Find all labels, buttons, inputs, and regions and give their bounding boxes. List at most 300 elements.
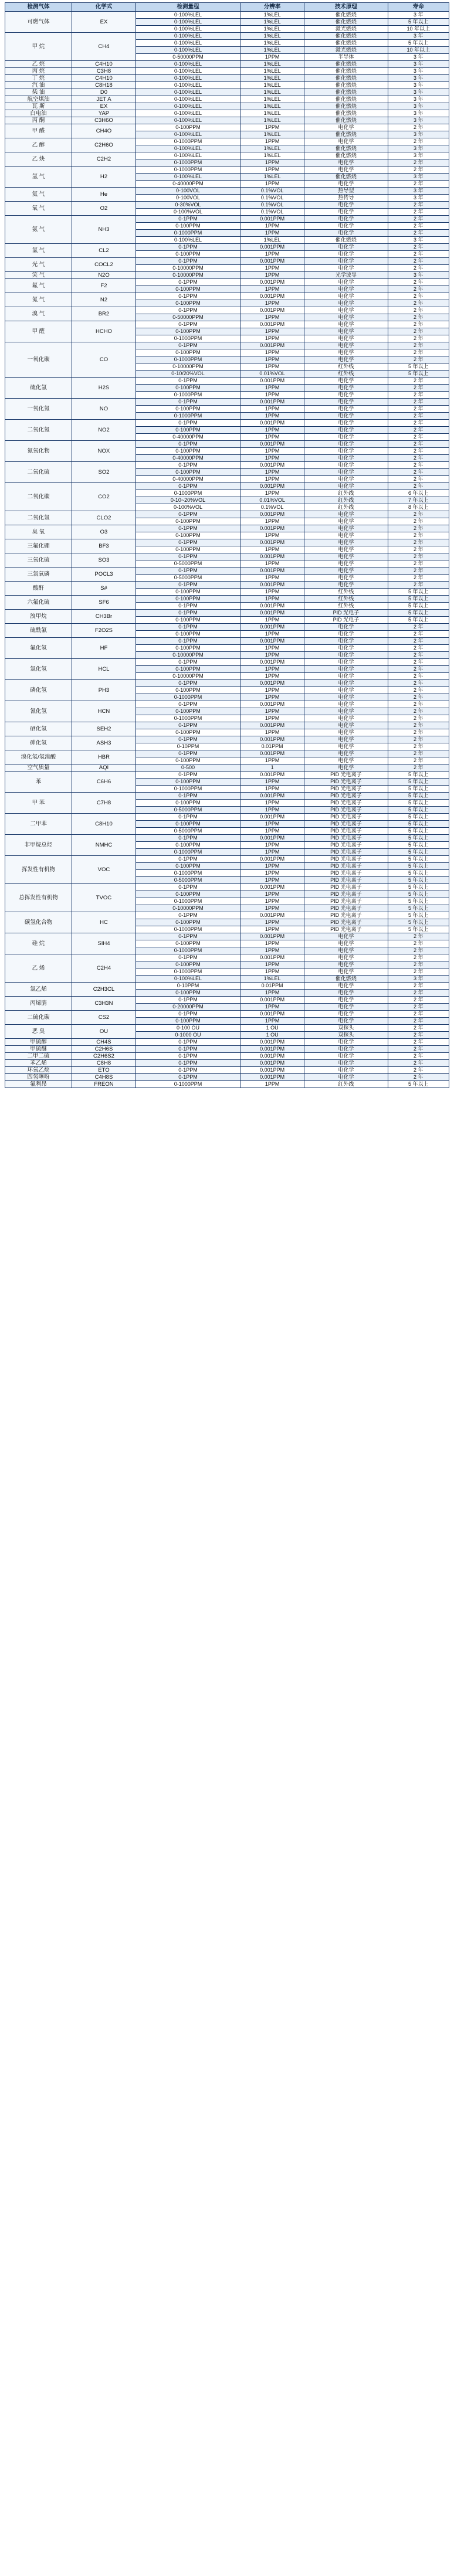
technology-cell: 电化学 bbox=[304, 159, 388, 166]
range-cell: 0-10000PPM bbox=[136, 905, 240, 912]
table-row bbox=[5, 856, 449, 863]
lifetime-cell: 3 年 bbox=[388, 152, 449, 159]
lifetime-cell: 3 年 bbox=[388, 96, 449, 103]
table-row bbox=[5, 596, 449, 603]
formula-cell: CO2 bbox=[72, 483, 135, 511]
lifetime-cell: 5 年以上 bbox=[388, 786, 449, 793]
technology-cell: 电化学 bbox=[304, 624, 388, 631]
lifetime-cell: 2 年 bbox=[388, 378, 449, 385]
col-lifetime: 寿命 bbox=[388, 3, 449, 12]
resolution-cell: 1PPM bbox=[240, 251, 304, 258]
col-range: 检测量程 bbox=[136, 3, 240, 12]
range-cell: 0-5000PPM bbox=[136, 807, 240, 814]
formula-cell: C2H3CL bbox=[72, 983, 135, 997]
lifetime-cell: 2 年 bbox=[388, 335, 449, 342]
technology-cell: 催化燃烧 bbox=[304, 131, 388, 138]
lifetime-cell: 2 年 bbox=[388, 624, 449, 631]
range-cell: 0-1000PPM bbox=[136, 898, 240, 905]
technology-cell: 电化学 bbox=[304, 652, 388, 659]
table-row bbox=[5, 1039, 449, 1046]
lifetime-cell: 2 年 bbox=[388, 638, 449, 645]
resolution-cell: 1PPM bbox=[240, 385, 304, 392]
gas-name-cell: 二硫化碳 bbox=[5, 1011, 72, 1025]
lifetime-cell: 2 年 bbox=[388, 729, 449, 736]
formula-cell: BF3 bbox=[72, 539, 135, 553]
range-cell: 0-5000PPM bbox=[136, 560, 240, 567]
col-resolution: 分辨率 bbox=[240, 3, 304, 12]
lifetime-cell: 3 年 bbox=[388, 237, 449, 244]
resolution-cell: 1PPM bbox=[240, 589, 304, 596]
technology-cell: 电化学 bbox=[304, 560, 388, 567]
technology-cell: PID 光电离子 bbox=[304, 835, 388, 842]
table-row bbox=[5, 680, 449, 687]
gas-name-cell: 氢 气 bbox=[5, 166, 72, 188]
range-cell: 0-10/20%VOL bbox=[136, 371, 240, 378]
range-cell: 0-1000PPM bbox=[136, 413, 240, 420]
range-cell: 0-1PPM bbox=[136, 638, 240, 645]
technology-cell: 电化学 bbox=[304, 722, 388, 729]
table-row bbox=[5, 525, 449, 532]
resolution-cell: 1PPM bbox=[240, 870, 304, 877]
lifetime-cell: 5 年以上 bbox=[388, 870, 449, 877]
resolution-cell: 0.1%VOL bbox=[240, 504, 304, 511]
table-row bbox=[5, 983, 449, 990]
range-cell: 0-1PPM bbox=[136, 342, 240, 349]
lifetime-cell: 8 年以上 bbox=[388, 504, 449, 511]
resolution-cell: 1PPM bbox=[240, 898, 304, 905]
technology-cell: 电化学 bbox=[304, 983, 388, 990]
range-cell: 0-40000PPM bbox=[136, 181, 240, 188]
resolution-cell: 0.001PPM bbox=[240, 954, 304, 961]
lifetime-cell: 5 年以上 bbox=[388, 821, 449, 828]
technology-cell: 电化学 bbox=[304, 631, 388, 638]
technology-cell: 热传导 bbox=[304, 195, 388, 202]
table-row bbox=[5, 814, 449, 821]
table-row bbox=[5, 399, 449, 406]
gas-name-cell: 二甲二硫 bbox=[5, 1053, 72, 1060]
resolution-cell: 0.1%VOL bbox=[240, 209, 304, 216]
lifetime-cell: 2 年 bbox=[388, 645, 449, 652]
resolution-cell: 0.001PPM bbox=[240, 378, 304, 385]
range-cell: 0-5000PPM bbox=[136, 575, 240, 582]
technology-cell: 电化学 bbox=[304, 392, 388, 399]
technology-cell: 催化燃烧 bbox=[304, 976, 388, 983]
resolution-cell: 1PPM bbox=[240, 877, 304, 884]
formula-cell: O2 bbox=[72, 202, 135, 216]
lifetime-cell: 3 年 bbox=[388, 89, 449, 96]
formula-cell: NOX bbox=[72, 441, 135, 462]
technology-cell: 红外线 bbox=[304, 497, 388, 504]
technology-cell: 电化学 bbox=[304, 265, 388, 272]
resolution-cell: 0.001PPM bbox=[240, 279, 304, 286]
gas-name-cell: 可燃气体 bbox=[5, 12, 72, 33]
technology-cell: 电化学 bbox=[304, 335, 388, 342]
technology-cell: 电化学 bbox=[304, 947, 388, 954]
range-cell: 0-100PPM bbox=[136, 406, 240, 413]
resolution-cell: 0.001PPM bbox=[240, 884, 304, 891]
range-cell: 0-1PPM bbox=[136, 420, 240, 427]
technology-cell: 电化学 bbox=[304, 476, 388, 483]
technology-cell: 电化学 bbox=[304, 434, 388, 441]
technology-cell: 电化学 bbox=[304, 638, 388, 645]
table-row bbox=[5, 1067, 449, 1074]
range-cell: 0-1PPM bbox=[136, 1011, 240, 1018]
technology-cell: 电化学 bbox=[304, 666, 388, 673]
range-cell: 0-100%LEL bbox=[136, 110, 240, 117]
gas-name-cell: 二甲苯 bbox=[5, 814, 72, 835]
formula-cell: AQI bbox=[72, 764, 135, 772]
lifetime-cell: 2 年 bbox=[388, 293, 449, 300]
formula-cell: C2H6O bbox=[72, 138, 135, 152]
technology-cell: 电化学 bbox=[304, 202, 388, 209]
resolution-cell: 1PPM bbox=[240, 947, 304, 954]
table-row bbox=[5, 279, 449, 286]
technology-cell: 电化学 bbox=[304, 223, 388, 230]
range-cell: 0-1PPM bbox=[136, 793, 240, 800]
technology-cell: 电化学 bbox=[304, 244, 388, 251]
range-cell: 0-1000PPM bbox=[136, 968, 240, 976]
range-cell: 0-1000 OU bbox=[136, 1032, 240, 1039]
technology-cell: PID 光电离子 bbox=[304, 856, 388, 863]
range-cell: 0-40000PPM bbox=[136, 434, 240, 441]
technology-cell: 催化燃烧 bbox=[304, 33, 388, 40]
formula-cell: CH3Br bbox=[72, 610, 135, 624]
resolution-cell: 0.001PPM bbox=[240, 1074, 304, 1081]
range-cell: 0-1PPM bbox=[136, 1060, 240, 1067]
lifetime-cell: 3 年 bbox=[388, 174, 449, 181]
technology-cell: 电化学 bbox=[304, 420, 388, 427]
range-cell: 0-500 bbox=[136, 764, 240, 772]
resolution-cell: 0.001PPM bbox=[240, 603, 304, 610]
lifetime-cell: 5 年以上 bbox=[388, 603, 449, 610]
resolution-cell: 1%LEL bbox=[240, 19, 304, 26]
resolution-cell: 0.1%VOL bbox=[240, 202, 304, 209]
technology-cell: 电化学 bbox=[304, 575, 388, 582]
lifetime-cell: 3 年 bbox=[388, 131, 449, 138]
lifetime-cell: 2 年 bbox=[388, 166, 449, 174]
formula-cell: CO bbox=[72, 342, 135, 378]
lifetime-cell: 2 年 bbox=[388, 673, 449, 680]
range-cell: 0-100PPM bbox=[136, 448, 240, 455]
table-row bbox=[5, 1053, 449, 1060]
resolution-cell: 1PPM bbox=[240, 406, 304, 413]
technology-cell: 电化学 bbox=[304, 342, 388, 349]
formula-cell: EX bbox=[72, 103, 135, 110]
technology-cell: PID 光电离子 bbox=[304, 919, 388, 926]
technology-cell: 电化学 bbox=[304, 413, 388, 420]
gas-name-cell: 氧 气 bbox=[5, 202, 72, 216]
lifetime-cell: 5 年以上 bbox=[388, 772, 449, 779]
lifetime-cell: 2 年 bbox=[388, 1004, 449, 1011]
resolution-cell: 1PPM bbox=[240, 427, 304, 434]
range-cell: 0-1000PPM bbox=[136, 490, 240, 497]
technology-cell: PID 光电离子 bbox=[304, 912, 388, 919]
gas-name-cell: 丙烯腈 bbox=[5, 997, 72, 1011]
formula-cell: CH4O bbox=[72, 124, 135, 138]
lifetime-cell: 2 年 bbox=[388, 511, 449, 518]
lifetime-cell: 5 年以上 bbox=[388, 856, 449, 863]
range-cell: 0-1PPM bbox=[136, 884, 240, 891]
gas-name-cell: 臭 氧 bbox=[5, 525, 72, 539]
lifetime-cell: 2 年 bbox=[388, 1053, 449, 1060]
resolution-cell: 1PPM bbox=[240, 138, 304, 145]
table-header bbox=[5, 3, 449, 12]
lifetime-cell: 3 年 bbox=[388, 195, 449, 202]
range-cell: 0-100 OU bbox=[136, 1025, 240, 1032]
technology-cell: 电化学 bbox=[304, 124, 388, 131]
lifetime-cell: 2 年 bbox=[388, 680, 449, 687]
technology-cell: 催化燃烧 bbox=[304, 117, 388, 124]
table-row bbox=[5, 103, 449, 110]
range-cell: 0-1PPM bbox=[136, 216, 240, 223]
gas-name-cell: 酸酐 bbox=[5, 582, 72, 596]
table-row bbox=[5, 539, 449, 546]
resolution-cell: 1%LEL bbox=[240, 12, 304, 19]
range-cell: 0-100%LEL bbox=[136, 47, 240, 54]
gas-name-cell: 六氟化硫 bbox=[5, 596, 72, 610]
lifetime-cell: 3 年 bbox=[388, 110, 449, 117]
table-row bbox=[5, 117, 449, 124]
table-row bbox=[5, 624, 449, 631]
range-cell: 0-100PPM bbox=[136, 891, 240, 898]
gas-name-cell: 环氧乙烷 bbox=[5, 1067, 72, 1074]
range-cell: 0-100%VOL bbox=[136, 209, 240, 216]
range-cell: 0-10000PPM bbox=[136, 652, 240, 659]
resolution-cell: 1PPM bbox=[240, 448, 304, 455]
technology-cell: 电化学 bbox=[304, 961, 388, 968]
technology-cell: 电化学 bbox=[304, 406, 388, 413]
formula-cell: SO3 bbox=[72, 553, 135, 567]
gas-name-cell: 苯 bbox=[5, 772, 72, 793]
range-cell: 0-100%LEL bbox=[136, 26, 240, 33]
resolution-cell: 0.001PPM bbox=[240, 293, 304, 300]
technology-cell: 电化学 bbox=[304, 539, 388, 546]
resolution-cell: 1PPM bbox=[240, 757, 304, 764]
resolution-cell: 1%LEL bbox=[240, 82, 304, 89]
range-cell: 0-100PPM bbox=[136, 708, 240, 715]
resolution-cell: 1PPM bbox=[240, 230, 304, 237]
technology-cell: PID 光电子 bbox=[304, 617, 388, 624]
range-cell: 0-1000PPM bbox=[136, 230, 240, 237]
lifetime-cell: 2 年 bbox=[388, 757, 449, 764]
range-cell: 0-100PPM bbox=[136, 961, 240, 968]
resolution-cell: 0.001PPM bbox=[240, 462, 304, 469]
technology-cell: 催化燃烧 bbox=[304, 89, 388, 96]
formula-cell: CL2 bbox=[72, 244, 135, 258]
technology-cell: 双探头 bbox=[304, 1032, 388, 1039]
resolution-cell: 1PPM bbox=[240, 673, 304, 680]
range-cell: 0-1PPM bbox=[136, 1067, 240, 1074]
range-cell: 0-100PPM bbox=[136, 990, 240, 997]
range-cell: 0-1PPM bbox=[136, 1053, 240, 1060]
lifetime-cell: 5 年以上 bbox=[388, 589, 449, 596]
resolution-cell: 0.001PPM bbox=[240, 814, 304, 821]
range-cell: 0-1PPM bbox=[136, 933, 240, 940]
technology-cell: 红外线 bbox=[304, 1081, 388, 1088]
table-row bbox=[5, 659, 449, 666]
lifetime-cell: 2 年 bbox=[388, 258, 449, 265]
lifetime-cell: 3 年 bbox=[388, 117, 449, 124]
gas-name-cell: 丙 烷 bbox=[5, 68, 72, 75]
technology-cell: 电化学 bbox=[304, 1011, 388, 1018]
range-cell: 0-1PPM bbox=[136, 954, 240, 961]
range-cell: 0-1000PPM bbox=[136, 786, 240, 793]
formula-cell: C2H6S2 bbox=[72, 1053, 135, 1060]
resolution-cell: 1 OU bbox=[240, 1032, 304, 1039]
lifetime-cell: 2 年 bbox=[388, 1046, 449, 1053]
range-cell: 0-1PPM bbox=[136, 722, 240, 729]
resolution-cell: 1PPM bbox=[240, 891, 304, 898]
range-cell: 0-1PPM bbox=[136, 835, 240, 842]
resolution-cell: 0.001PPM bbox=[240, 680, 304, 687]
range-cell: 0-1PPM bbox=[136, 772, 240, 779]
formula-cell: S# bbox=[72, 582, 135, 596]
gas-name-cell: 甲 醛 bbox=[5, 124, 72, 138]
gas-name-cell: 一氧化氮 bbox=[5, 399, 72, 420]
table-row bbox=[5, 188, 449, 195]
resolution-cell: 0.001PPM bbox=[240, 258, 304, 265]
range-cell: 0-1000PPM bbox=[136, 1081, 240, 1088]
range-cell: 0-20000PPM bbox=[136, 1004, 240, 1011]
lifetime-cell: 2 年 bbox=[388, 652, 449, 659]
gas-name-cell: 乙 炔 bbox=[5, 152, 72, 166]
range-cell: 0-100%LEL bbox=[136, 976, 240, 983]
resolution-cell: 1 bbox=[240, 764, 304, 772]
formula-cell: D0 bbox=[72, 89, 135, 96]
lifetime-cell: 2 年 bbox=[388, 385, 449, 392]
table-row bbox=[5, 272, 449, 279]
technology-cell: 电化学 bbox=[304, 1067, 388, 1074]
lifetime-cell: 2 年 bbox=[388, 715, 449, 722]
formula-cell: HBR bbox=[72, 750, 135, 764]
technology-cell: 电化学 bbox=[304, 258, 388, 265]
range-cell: 0-1PPM bbox=[136, 814, 240, 821]
technology-cell: 催化燃烧 bbox=[304, 237, 388, 244]
technology-cell: 电化学 bbox=[304, 673, 388, 680]
resolution-cell: 1PPM bbox=[240, 392, 304, 399]
resolution-cell: 0.01%VOL bbox=[240, 497, 304, 504]
lifetime-cell: 2 年 bbox=[388, 539, 449, 546]
table-row bbox=[5, 1025, 449, 1032]
lifetime-cell: 3 年 bbox=[388, 272, 449, 279]
resolution-cell: 1PPM bbox=[240, 223, 304, 230]
formula-cell: ETO bbox=[72, 1067, 135, 1074]
technology-cell: 电化学 bbox=[304, 378, 388, 385]
formula-cell: C2H2 bbox=[72, 152, 135, 166]
range-cell: 0-1PPM bbox=[136, 603, 240, 610]
technology-cell: 电化学 bbox=[304, 1060, 388, 1067]
range-cell: 0-40000PPM bbox=[136, 455, 240, 462]
table-row bbox=[5, 1060, 449, 1067]
gas-name-cell: 二氧化硫 bbox=[5, 462, 72, 483]
formula-cell: NMHC bbox=[72, 835, 135, 856]
lifetime-cell: 2 年 bbox=[388, 1060, 449, 1067]
resolution-cell: 0.001PPM bbox=[240, 736, 304, 743]
technology-cell: 电化学 bbox=[304, 567, 388, 575]
lifetime-cell: 2 年 bbox=[388, 202, 449, 209]
gas-name-cell: 瓦 斯 bbox=[5, 103, 72, 110]
lifetime-cell: 2 年 bbox=[388, 560, 449, 567]
formula-cell: TVOC bbox=[72, 884, 135, 912]
resolution-cell: 0.1%VOL bbox=[240, 195, 304, 202]
lifetime-cell: 2 年 bbox=[388, 961, 449, 968]
lifetime-cell: 3 年 bbox=[388, 103, 449, 110]
lifetime-cell: 2 年 bbox=[388, 349, 449, 356]
resolution-cell: 0.001PPM bbox=[240, 701, 304, 708]
resolution-cell: 1%LEL bbox=[240, 174, 304, 181]
formula-cell: HCN bbox=[72, 701, 135, 722]
resolution-cell: 0.001PPM bbox=[240, 567, 304, 575]
technology-cell: 电化学 bbox=[304, 314, 388, 321]
lifetime-cell: 2 年 bbox=[388, 427, 449, 434]
range-cell: 0-100PPM bbox=[136, 631, 240, 638]
technology-cell: 电化学 bbox=[304, 1053, 388, 1060]
formula-cell: He bbox=[72, 188, 135, 202]
technology-cell: PID 光电离子 bbox=[304, 793, 388, 800]
resolution-cell: 1%LEL bbox=[240, 75, 304, 82]
technology-cell: 电化学 bbox=[304, 300, 388, 307]
resolution-cell: 1PPM bbox=[240, 694, 304, 701]
range-cell: 0-100%VOL bbox=[136, 504, 240, 511]
technology-cell: 电化学 bbox=[304, 659, 388, 666]
lifetime-cell: 2 年 bbox=[388, 342, 449, 349]
technology-cell: 电化学 bbox=[304, 462, 388, 469]
resolution-cell: 1PPM bbox=[240, 687, 304, 694]
table-row bbox=[5, 61, 449, 68]
formula-cell: C4H10 bbox=[72, 61, 135, 68]
technology-cell: 电化学 bbox=[304, 694, 388, 701]
range-cell: 0-100PPM bbox=[136, 666, 240, 673]
technology-cell: 电化学 bbox=[304, 230, 388, 237]
lifetime-cell: 2 年 bbox=[388, 483, 449, 490]
range-cell: 0-100PPM bbox=[136, 349, 240, 356]
resolution-cell: 1PPM bbox=[240, 800, 304, 807]
technology-cell: 电化学 bbox=[304, 729, 388, 736]
range-cell: 0-50000PPM bbox=[136, 314, 240, 321]
gas-name-cell: 碳氢化合物 bbox=[5, 912, 72, 933]
technology-cell: 电化学 bbox=[304, 518, 388, 525]
lifetime-cell: 5 年以上 bbox=[388, 610, 449, 617]
range-cell: 0-100%LEL bbox=[136, 117, 240, 124]
lifetime-cell: 3 年 bbox=[388, 145, 449, 152]
range-cell: 0-100%LEL bbox=[136, 19, 240, 26]
lifetime-cell: 2 年 bbox=[388, 307, 449, 314]
lifetime-cell: 5 年以上 bbox=[388, 1081, 449, 1088]
gas-name-cell: 甲硫醚 bbox=[5, 1046, 72, 1053]
technology-cell: 电化学 bbox=[304, 525, 388, 532]
table-row bbox=[5, 124, 449, 131]
range-cell: 0-100PPM bbox=[136, 800, 240, 807]
resolution-cell: 0.001PPM bbox=[240, 793, 304, 800]
resolution-cell: 0.001PPM bbox=[240, 772, 304, 779]
lifetime-cell: 2 年 bbox=[388, 279, 449, 286]
table-row bbox=[5, 736, 449, 743]
technology-cell: 电化学 bbox=[304, 349, 388, 356]
lifetime-cell: 2 年 bbox=[388, 244, 449, 251]
table-row bbox=[5, 567, 449, 575]
table-row bbox=[5, 321, 449, 328]
lifetime-cell: 5 年以上 bbox=[388, 807, 449, 814]
resolution-cell: 1PPM bbox=[240, 335, 304, 342]
technology-cell: 电化学 bbox=[304, 715, 388, 722]
technology-cell: 双探头 bbox=[304, 1025, 388, 1032]
technology-cell: 催化燃烧 bbox=[304, 103, 388, 110]
range-cell: 0-1000PPM bbox=[136, 159, 240, 166]
table-row bbox=[5, 166, 449, 174]
formula-cell: HC bbox=[72, 912, 135, 933]
range-cell: 0-1PPM bbox=[136, 610, 240, 617]
range-cell: 0-1PPM bbox=[136, 1046, 240, 1053]
